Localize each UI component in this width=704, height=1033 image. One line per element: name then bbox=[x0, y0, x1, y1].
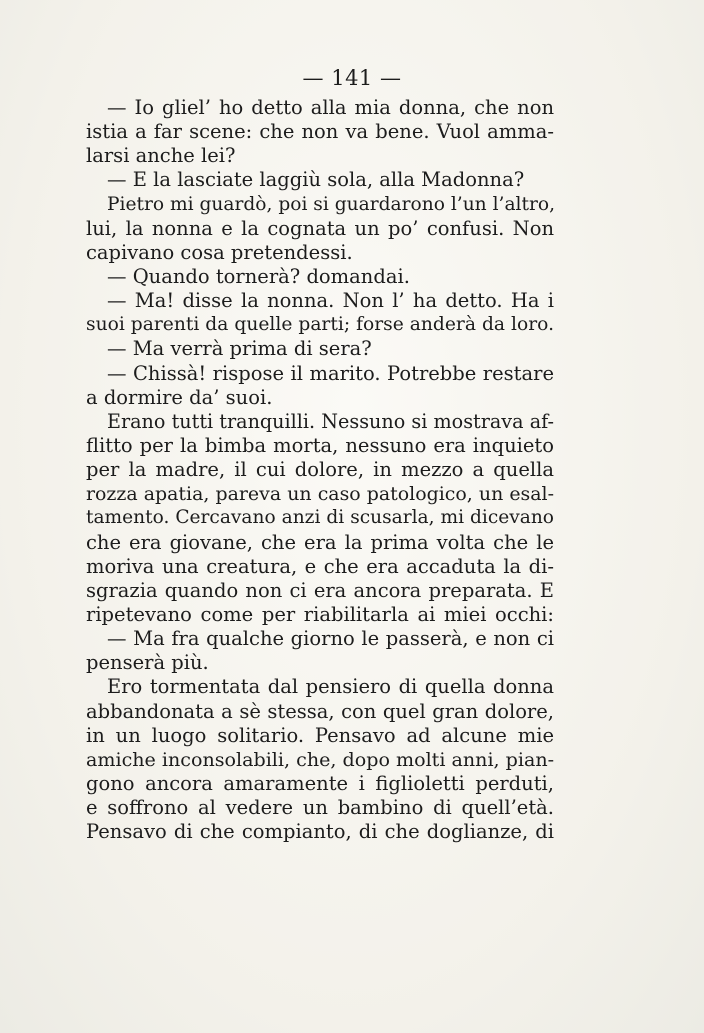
text-line: — Chissà! rispose il marito. Potrebbe restare bbox=[107, 361, 554, 385]
text-line: che era giovane, che era la prima volta che le bbox=[86, 530, 554, 554]
text-line: per la madre, il cui dolore, in mezzo a quella bbox=[86, 458, 554, 482]
text-line: tamento. Cercavano anzi di scusarla, mi dicevano bbox=[86, 507, 554, 529]
text-line: amiche inconsolabili, che, dopo molti anni, pian- bbox=[86, 747, 555, 771]
text-line: — Ma verrà prima di sera? bbox=[107, 337, 372, 361]
text-line: e soffrono al vedere un bambino di quell’età. bbox=[86, 796, 554, 820]
text-line: moriva una creatura, e che era accaduta la di- bbox=[86, 554, 554, 578]
text-line: in un luogo solitario. Pensavo ad alcune mie bbox=[86, 723, 554, 747]
text-line: ripetevano come per riabilitarla ai miei occhi: bbox=[86, 602, 554, 626]
text-line: a dormire da’ suoi. bbox=[86, 385, 273, 409]
text-line: — Quando tornerà? domandai. bbox=[107, 264, 410, 288]
text-line: rozza apatia, pareva un caso patologico, un esal- bbox=[86, 483, 554, 506]
text-line: flitto per la bimba morta, nessuno era inquieto bbox=[86, 433, 554, 457]
text-line: — Io gliel’ ho detto alla mia donna, che non bbox=[107, 96, 554, 119]
text-line: gono ancora amaramente i figlioletti perduti, bbox=[86, 771, 554, 795]
text-line: lui, la nonna e la cognata un po’ confusi. Non bbox=[86, 216, 554, 240]
text-line: Pensavo di che compianto, di che doglianze, di bbox=[86, 820, 554, 844]
text-line: — Ma fra qualche giorno le passerà, e non ci bbox=[107, 627, 554, 651]
text-line: penserà più. bbox=[86, 651, 209, 675]
text-line: abbandonata a sè stessa, con quel gran dolore, bbox=[86, 699, 554, 723]
text-line: suoi parenti da quelle parti; forse anderà da loro. bbox=[86, 314, 554, 336]
body-text bbox=[86, 96, 554, 844]
text-line: capivano cosa pretendessi. bbox=[86, 240, 353, 264]
text-line: larsi anche lei? bbox=[86, 144, 236, 168]
text-line: istia a far scene: che non va bene. Vuol amma- bbox=[86, 120, 554, 144]
page-number: — 141 — bbox=[302, 66, 402, 90]
text-line: Pietro mi guardò, poi si guardarono l’un l’altro, bbox=[107, 193, 555, 215]
text-line: — E la lasciate laggiù sola, alla Madonna? bbox=[107, 168, 525, 192]
text-line: — Ma! disse la nonna. Non l’ ha detto. Ha i bbox=[107, 289, 554, 313]
text-line: Ero tormentata dal pensiero di quella donna bbox=[107, 675, 554, 699]
text-line: Erano tutti tranquilli. Nessuno si mostrava af- bbox=[107, 409, 554, 433]
text-line: sgrazia quando non ci era ancora preparata. E bbox=[86, 578, 554, 602]
